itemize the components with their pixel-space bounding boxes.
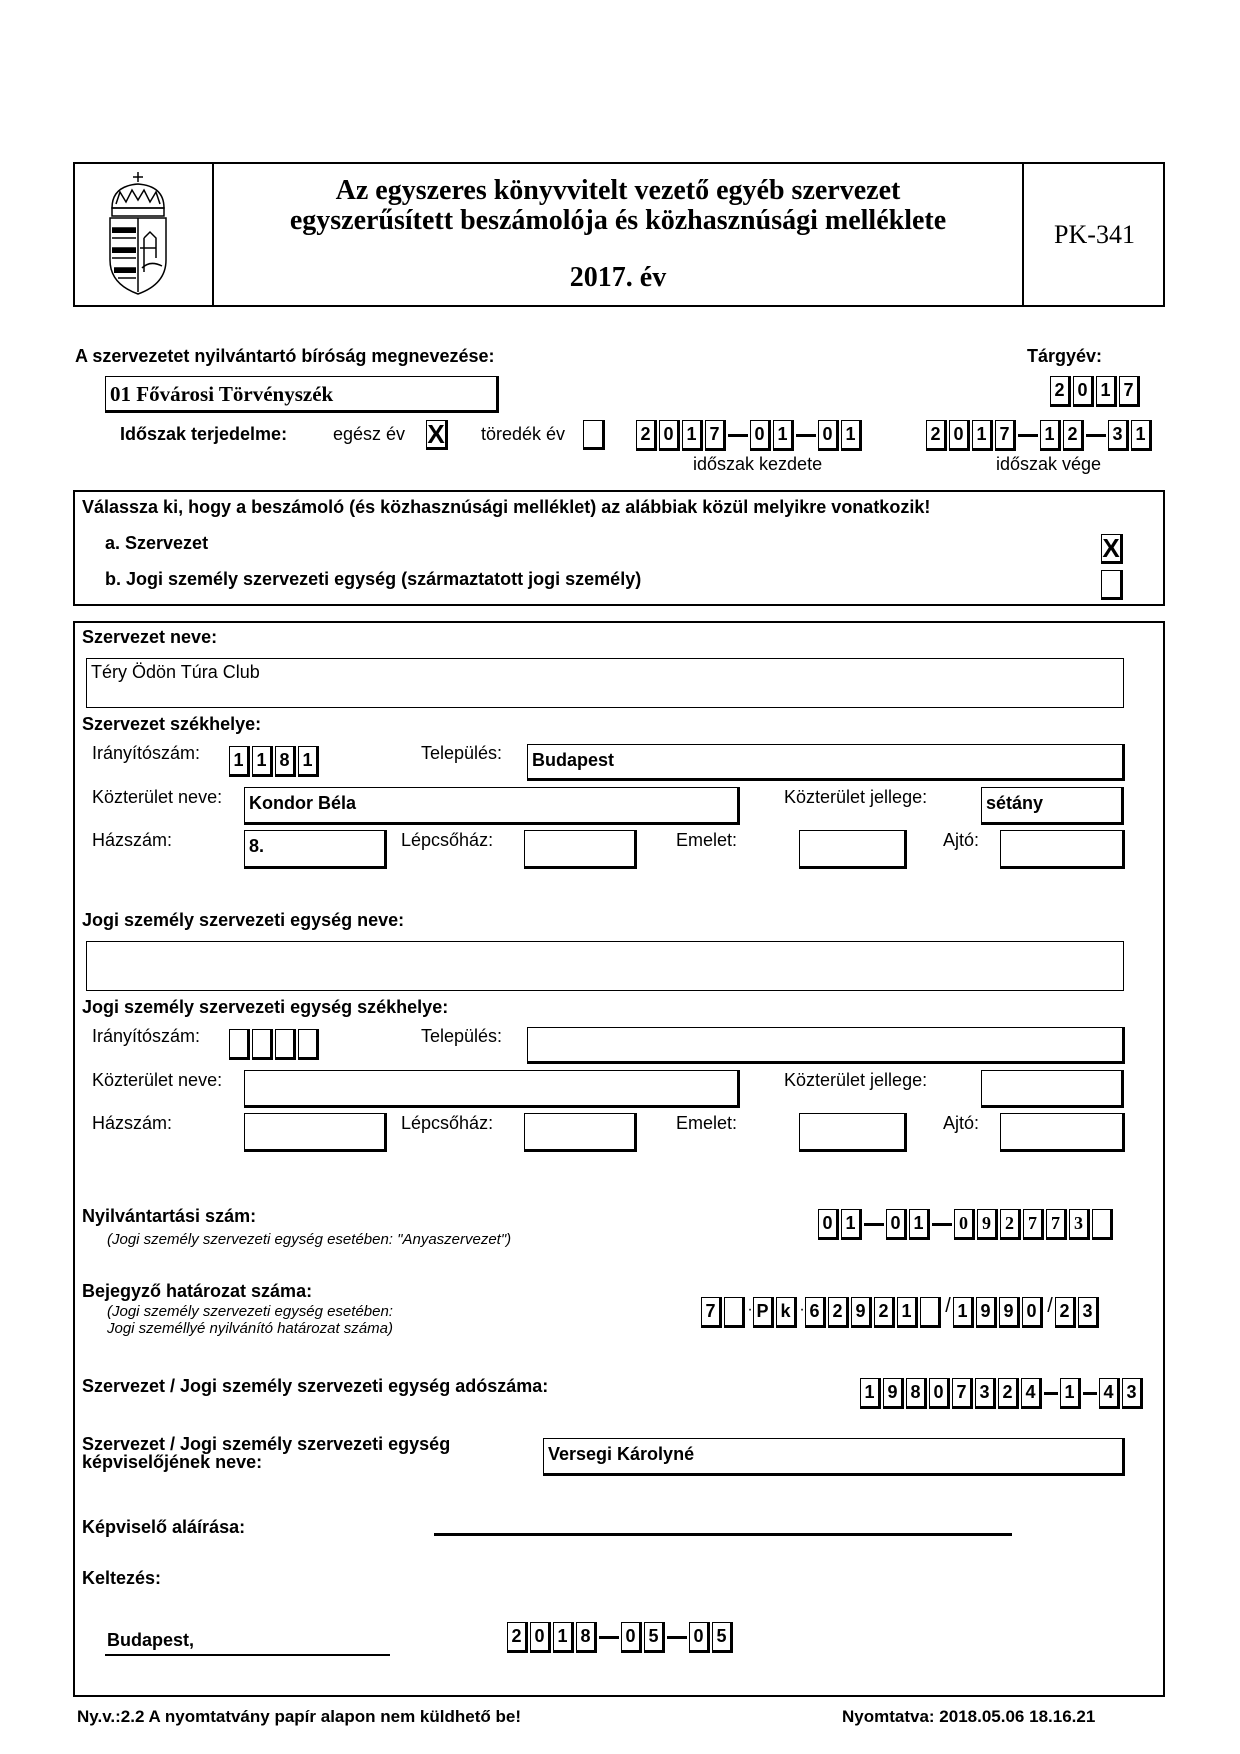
digit-cell[interactable] <box>920 1297 941 1328</box>
unit-zip-cells[interactable] <box>229 1029 321 1060</box>
digit-cell[interactable]: 2 <box>926 420 947 451</box>
date-separator <box>1018 434 1038 437</box>
digit-cell[interactable]: 0 <box>954 1209 975 1240</box>
digit-cell[interactable]: 4 <box>1021 1378 1042 1409</box>
tax-number-cells[interactable] <box>860 1378 1145 1409</box>
number-separator <box>1083 1392 1097 1395</box>
digit-cell[interactable]: 7 <box>1046 1209 1067 1240</box>
org-floor-field[interactable] <box>799 830 907 869</box>
digit-cell[interactable]: 8 <box>576 1622 597 1653</box>
digit-cell[interactable]: 3 <box>1108 420 1129 451</box>
digit-cell[interactable]: 0 <box>750 420 771 451</box>
digit-cell[interactable]: 3 <box>1122 1378 1143 1409</box>
digit-cell[interactable]: 1 <box>860 1378 881 1409</box>
number-separator <box>932 1223 952 1226</box>
period-start-date[interactable] <box>636 420 864 451</box>
form-title-line2: egyszerűsített beszámolója és közhasznúsági melléklete <box>289 205 947 236</box>
digit-cell[interactable] <box>229 1029 250 1060</box>
digit-cell[interactable]: 0 <box>689 1622 710 1653</box>
registration-number-cells[interactable] <box>818 1209 1115 1240</box>
whole-year-checkbox[interactable]: X <box>426 420 448 450</box>
decision-note-line2: Jogi személlyé nyilvánító határozat száma) <box>107 1320 393 1337</box>
dating-place: Budapest, <box>107 1630 195 1650</box>
unit-name-field[interactable] <box>86 941 1124 991</box>
letter-cell[interactable]: P <box>753 1297 774 1328</box>
org-name-label: Szervezet neve: <box>82 627 218 647</box>
dating-label: Keltezés: <box>82 1568 162 1588</box>
org-seat-label: Szervezet székhelye: <box>82 714 262 734</box>
date-separator <box>796 434 816 437</box>
digit-cell[interactable]: 1 <box>298 746 319 777</box>
org-house-label: Házszám: <box>92 830 173 850</box>
digit-cell[interactable]: 0 <box>659 420 680 451</box>
org-stair-field[interactable] <box>524 830 637 869</box>
digit-cell[interactable] <box>1092 1209 1113 1240</box>
digit-cell[interactable]: 4 <box>1099 1378 1120 1409</box>
digit-cell[interactable]: 2 <box>1063 420 1084 451</box>
unit-street-field[interactable] <box>244 1070 740 1108</box>
signature-line[interactable] <box>434 1533 1012 1536</box>
form-code: PK-341 <box>1054 220 1135 249</box>
digit-cell[interactable]: 6 <box>805 1297 826 1328</box>
digit-cell[interactable]: 2 <box>874 1297 895 1328</box>
org-city-label: Település: <box>421 743 503 763</box>
digit-cell[interactable]: 7 <box>1119 376 1140 407</box>
court-label: A szervezetet nyilvántartó bíróság megnevezése: <box>75 346 495 366</box>
digit-cell[interactable]: 9 <box>851 1297 872 1328</box>
unit-zip-label: Irányítószám: <box>92 1026 201 1046</box>
subject-year-cells[interactable] <box>1050 376 1142 407</box>
digit-cell[interactable]: 1 <box>773 420 794 451</box>
tax-number-label: Szervezet / Jogi személy szervezeti egység adószáma: <box>82 1376 549 1396</box>
letter-cell[interactable]: k <box>776 1297 797 1328</box>
digit-cell[interactable]: 7 <box>705 420 726 451</box>
digit-cell[interactable]: 7 <box>701 1297 722 1328</box>
court-field[interactable]: 01 Fővárosi Törvényszék <box>105 376 499 413</box>
unit-street-type-field[interactable] <box>981 1070 1124 1108</box>
digit-cell[interactable]: 3 <box>975 1378 996 1409</box>
digit-cell[interactable]: 7 <box>995 420 1016 451</box>
digit-cell[interactable]: 1 <box>553 1622 574 1653</box>
unit-floor-field[interactable] <box>799 1113 907 1152</box>
digit-cell[interactable]: 0 <box>1022 1297 1043 1328</box>
digit-cell[interactable] <box>298 1029 319 1060</box>
scope-option-a: a. Szervezet <box>105 533 209 553</box>
digit-cell[interactable]: 1 <box>972 420 993 451</box>
signature-label: Képviselő aláírása: <box>82 1517 246 1537</box>
digit-cell[interactable]: 7 <box>952 1378 973 1409</box>
scope-option-b-checkbox[interactable] <box>1101 570 1123 600</box>
number-separator: / <box>945 1295 951 1317</box>
digit-cell[interactable] <box>252 1029 273 1060</box>
org-zip-cells[interactable] <box>229 746 321 777</box>
unit-street-label: Közterület neve: <box>92 1070 223 1090</box>
period-start-caption: időszak kezdete <box>693 454 823 474</box>
date-separator <box>728 434 748 437</box>
digit-cell[interactable]: 3 <box>1078 1297 1099 1328</box>
date-separator <box>667 1636 687 1639</box>
org-street-type-label: Közterület jellege: <box>784 787 928 807</box>
scope-question: Válassza ki, hogy a beszámoló (és közhasznúsági melléklet) az alábbiak közül melyikre vonatkozik! <box>82 497 931 517</box>
decision-number-cells[interactable] <box>701 1297 1101 1328</box>
digit-cell[interactable]: 1 <box>1060 1378 1081 1409</box>
digit-cell[interactable]: 1 <box>841 1209 862 1240</box>
number-separator: · <box>799 1301 805 1318</box>
partial-year-checkbox[interactable] <box>583 420 605 450</box>
unit-house-field[interactable] <box>244 1113 387 1152</box>
hungarian-coat-of-arms-icon <box>98 168 178 300</box>
org-floor-label: Emelet: <box>676 830 738 850</box>
digit-cell[interactable]: 1 <box>841 420 862 451</box>
digit-cell[interactable]: 1 <box>252 746 273 777</box>
footer-note: Ny.v.:2.2 A nyomtatvány papír alapon nem küldhető be! <box>77 1707 521 1726</box>
digit-cell[interactable] <box>724 1297 745 1328</box>
digit-cell[interactable]: 3 <box>1069 1209 1090 1240</box>
dating-place-underline <box>105 1654 390 1656</box>
digit-cell[interactable]: 2 <box>998 1378 1019 1409</box>
number-separator <box>1044 1392 1058 1395</box>
representative-label-line2: képviselőjének neve: <box>82 1452 263 1472</box>
digit-cell[interactable]: 0 <box>621 1622 642 1653</box>
number-separator: / <box>1047 1295 1053 1317</box>
digit-cell[interactable]: 1 <box>1096 376 1117 407</box>
dating-date-cells[interactable] <box>507 1622 735 1653</box>
digit-cell[interactable]: 0 <box>949 420 970 451</box>
scope-option-b: b. Jogi személy szervezeti egység (származtatott jogi személy) <box>105 569 642 589</box>
digit-cell[interactable]: 2 <box>828 1297 849 1328</box>
digit-cell[interactable]: 8 <box>906 1378 927 1409</box>
digit-cell[interactable]: 5 <box>644 1622 665 1653</box>
digit-cell[interactable]: 5 <box>712 1622 733 1653</box>
unit-door-field[interactable] <box>1000 1113 1125 1152</box>
digit-cell[interactable]: 8 <box>275 746 296 777</box>
decision-label: Bejegyző határozat száma: <box>82 1281 313 1301</box>
footer-print-date: Nyomtatva: 2018.05.06 18.16.21 <box>842 1707 1096 1726</box>
digit-cell[interactable]: 2 <box>1055 1297 1076 1328</box>
digit-cell[interactable]: 2 <box>1050 376 1071 407</box>
form-year-title: 2017. év <box>569 262 667 293</box>
digit-cell[interactable]: 1 <box>953 1297 974 1328</box>
org-door-field[interactable] <box>1000 830 1125 869</box>
digit-cell[interactable]: 9 <box>977 1209 998 1240</box>
digit-cell[interactable]: 1 <box>897 1297 918 1328</box>
date-separator <box>1086 434 1106 437</box>
org-street-field[interactable]: Kondor Béla <box>244 787 740 825</box>
digit-cell[interactable]: 1 <box>909 1209 930 1240</box>
unit-floor-label: Emelet: <box>676 1113 738 1133</box>
digit-cell[interactable]: 9 <box>976 1297 997 1328</box>
digit-cell[interactable]: 2 <box>1000 1209 1021 1240</box>
unit-house-label: Házszám: <box>92 1113 173 1133</box>
registration-label: Nyilvántartási szám: <box>82 1206 257 1226</box>
org-street-label: Közterület neve: <box>92 787 223 807</box>
decision-note-line1: (Jogi személy szervezeti egység esetében: <box>107 1303 393 1320</box>
digit-cell[interactable]: 9 <box>883 1378 904 1409</box>
subject-year-label: Tárgyév: <box>1027 346 1103 366</box>
unit-stair-label: Lépcsőház: <box>401 1113 494 1133</box>
digit-cell[interactable]: 9 <box>999 1297 1020 1328</box>
digit-cell[interactable]: 2 <box>507 1622 528 1653</box>
digit-cell[interactable]: 0 <box>818 1209 839 1240</box>
whole-year-label: egész év <box>333 424 406 444</box>
scope-option-a-checkbox[interactable]: X <box>1101 534 1123 564</box>
representative-label-line1: Szervezet / Jogi személy szervezeti egység <box>82 1434 451 1454</box>
digit-cell[interactable]: 1 <box>1040 420 1061 451</box>
digit-cell[interactable]: 1 <box>229 746 250 777</box>
digit-cell[interactable]: 1 <box>682 420 703 451</box>
period-end-caption: időszak vége <box>996 454 1102 474</box>
org-zip-label: Irányítószám: <box>92 743 201 763</box>
unit-city-label: Település: <box>421 1026 503 1046</box>
org-name-field[interactable]: Téry Ödön Túra Club <box>86 658 1124 708</box>
registration-note: (Jogi személy szervezeti egység esetében: "Anyaszervezet") <box>107 1231 512 1248</box>
digit-cell[interactable]: 0 <box>818 420 839 451</box>
period-end-date[interactable] <box>926 420 1154 451</box>
digit-cell[interactable]: 0 <box>886 1209 907 1240</box>
org-street-type-field[interactable]: sétány <box>981 787 1124 825</box>
date-separator <box>599 1636 619 1639</box>
unit-street-type-label: Közterület jellege: <box>784 1070 928 1090</box>
number-separator <box>864 1223 884 1226</box>
digit-cell[interactable]: 2 <box>636 420 657 451</box>
partial-year-label: töredék év <box>481 424 566 444</box>
number-separator: · <box>747 1301 753 1318</box>
digit-cell[interactable]: 0 <box>1073 376 1094 407</box>
digit-cell[interactable]: 1 <box>1131 420 1152 451</box>
digit-cell[interactable]: 0 <box>530 1622 551 1653</box>
period-label: Időszak terjedelme: <box>120 424 288 444</box>
unit-name-label: Jogi személy szervezeti egység neve: <box>82 910 405 930</box>
unit-seat-label: Jogi személy szervezeti egység székhelye: <box>82 997 449 1017</box>
digit-cell[interactable] <box>275 1029 296 1060</box>
org-house-field[interactable]: 8. <box>244 830 387 869</box>
representative-name-field[interactable]: Versegi Károlyné <box>543 1438 1125 1476</box>
unit-stair-field[interactable] <box>524 1113 637 1152</box>
form-title-line1: Az egyszeres könyvvitelt vezető egyéb szervezet <box>335 175 901 206</box>
unit-door-label: Ajtó: <box>943 1113 980 1133</box>
unit-city-field[interactable] <box>527 1027 1125 1064</box>
org-door-label: Ajtó: <box>943 830 980 850</box>
org-stair-label: Lépcsőház: <box>401 830 494 850</box>
digit-cell[interactable]: 0 <box>929 1378 950 1409</box>
digit-cell[interactable]: 7 <box>1023 1209 1044 1240</box>
org-city-field[interactable]: Budapest <box>527 744 1125 781</box>
